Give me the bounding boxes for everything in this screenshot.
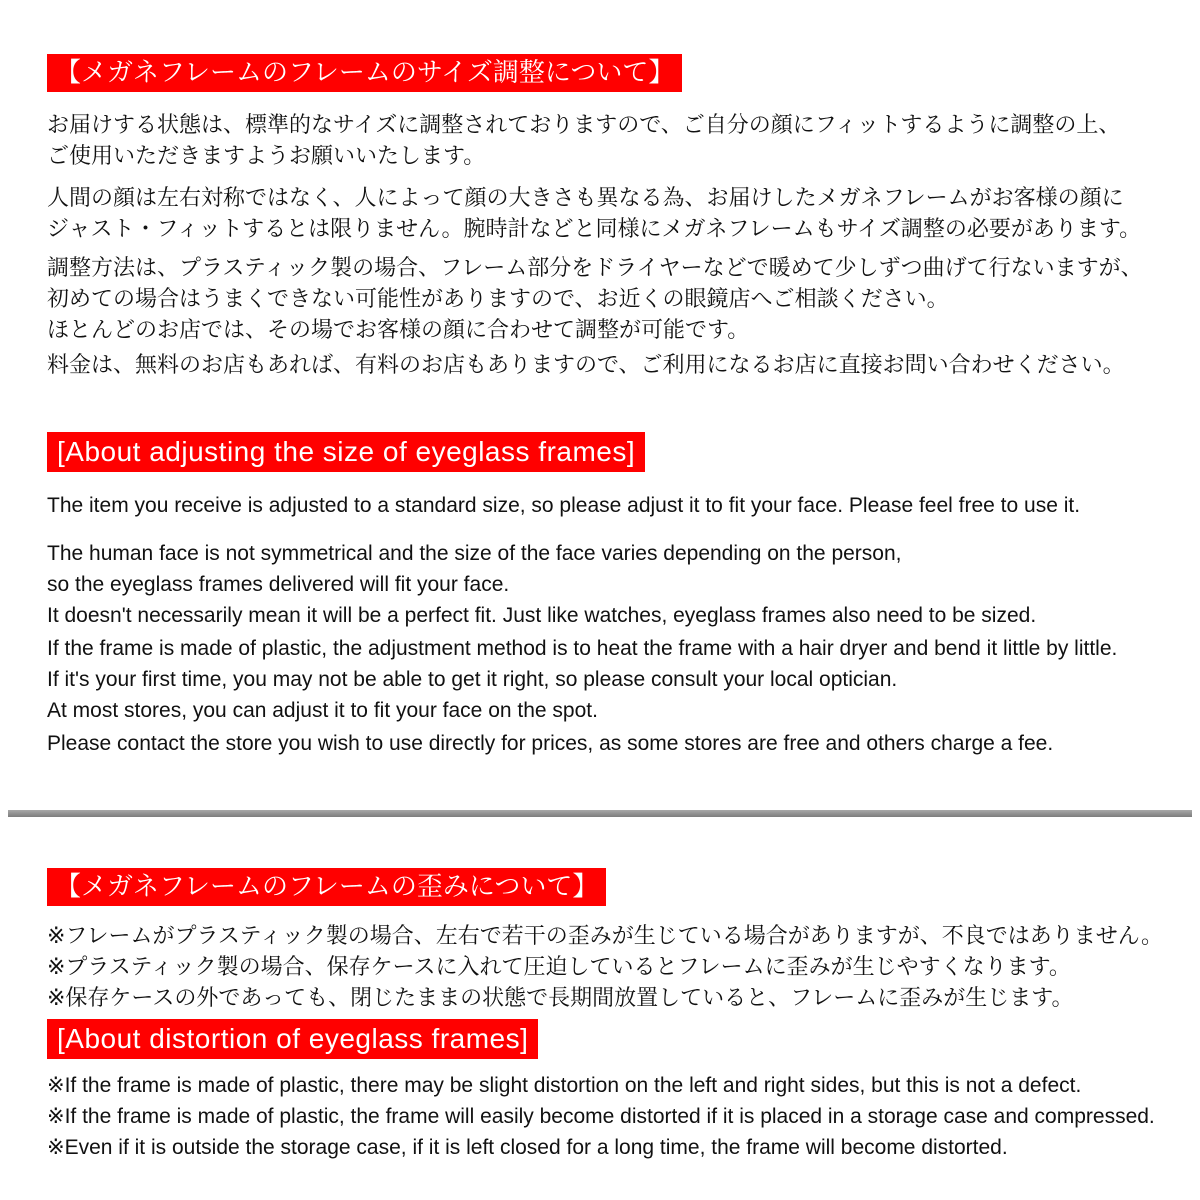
paragraph-delivered-standard-size-ja: お届けする状態は、標準的なサイズに調整されておりますので、ご自分の顔にフィットするように調整の上、 ご使用いただきますようお願いいたします。 [47, 112, 1121, 168]
paragraph-fees-en: Please contact the store you wish to use directly for prices, as some stores are free and others charge a fee. [47, 732, 1054, 755]
heading-size-adjustment-ja: 【メガネフレームのフレームのサイズ調整について】 [47, 54, 682, 92]
heading-distortion-en: [About distortion of eyeglass frames] [47, 1019, 538, 1059]
heading-distortion-ja: 【メガネフレームのフレームの歪みについて】 [47, 868, 606, 906]
section-divider [8, 810, 1192, 817]
paragraph-fees-ja: 料金は、無料のお店もあれば、有料のお店もありますので、ご利用になるお店に直接お問い合わせください。 [47, 352, 1125, 377]
paragraph-face-not-symmetrical-ja: 人間の顔は左右対称ではなく、人によって顔の大きさも異なる為、お届けしたメガネフレームがお客様の顔に ジャスト・フィットするとは限りません。腕時計などと同様にメガネフレームもサイズ調整の必要があります。 [47, 185, 1142, 241]
notes-distortion-ja: ※フレームがプラスティック製の場合、左右で若干の歪みが生じている場合がありますが、不良ではありません。 ※プラスティック製の場合、保存ケースに入れて圧迫しているとフレームに歪みが生じやすくなります。 ※保存ケースの外であっても、閉じたままの状態で長期間放置していると、フレームに歪みが生じます。 [47, 923, 1164, 1010]
heading-size-adjustment-en: [About adjusting the size of eyeglass frames] [47, 432, 645, 472]
paragraph-delivered-standard-size-en: The item you receive is adjusted to a standard size, so please adjust it to fit your face. Please feel free to use it. [47, 494, 1081, 517]
paragraph-adjustment-method-ja: 調整方法は、プラスティック製の場合、フレーム部分をドライヤーなどで暖めて少しずつ曲げて行ないますが、 初めての場合はうまくできない可能性がありますので、お近くの眼鏡店へご相談ください。 ほとんどのお店では、その場でお客様の顔に合わせて調整が可能です。 [47, 255, 1143, 342]
notes-distortion-en: ※If the frame is made of plastic, there may be slight distortion on the left and right sides, but this is not a defect. ※If the frame is made of plastic, the frame will easily become distorted if it is placed in a storage case and compressed. ※Even if it is outside the storage case, if it is left closed for a long time, the frame will become distorted. [47, 1074, 1155, 1159]
paragraph-face-not-symmetrical-en: The human face is not symmetrical and the size of the face varies depending on the person, so the eyeglass frames delivered will fit your face. It doesn't necessarily mean it will be a perfect fit. Just like watches, eyeglass frames also need to be sized. [47, 542, 1037, 627]
paragraph-adjustment-method-en: If the frame is made of plastic, the adjustment method is to heat the frame with a hair dryer and bend it little by little. If it's your first time, you may not be able to get it right, so please consult your local optician. At most stores, you can adjust it to fit your face on the spot. [47, 637, 1118, 722]
